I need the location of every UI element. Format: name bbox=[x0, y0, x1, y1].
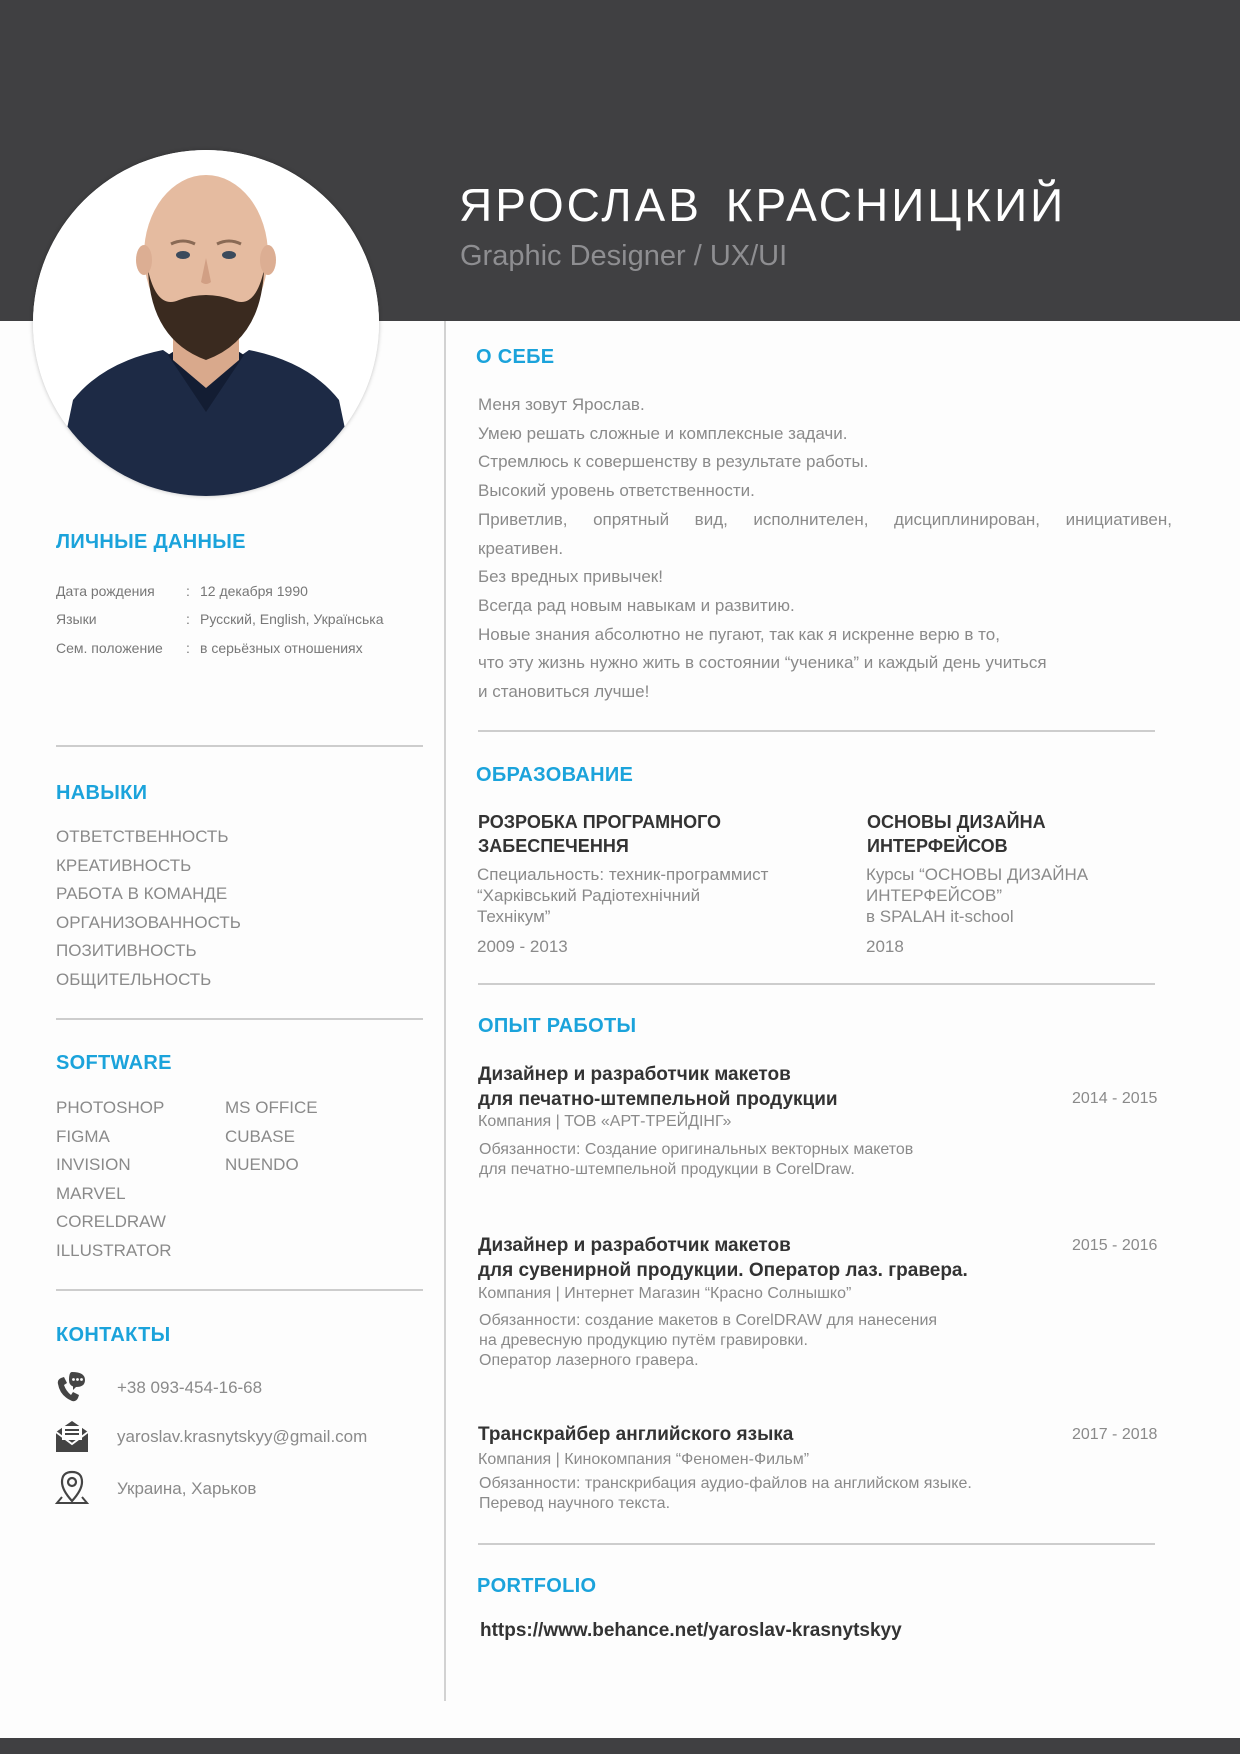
software-item: INVISION bbox=[56, 1155, 131, 1174]
job-title-line: Дизайнер и разработчик макетов bbox=[478, 1235, 791, 1256]
job-duties-line: для печатно-штемпельной продукции в CorelDraw. bbox=[479, 1161, 855, 1178]
education-section-title: ОБРАЗОВАНИЕ bbox=[476, 764, 634, 786]
education-title-line: РОЗРОБКА ПРОГРАМНОГО bbox=[478, 812, 722, 832]
about-section-title: О СЕБЕ bbox=[476, 346, 555, 368]
job-2-duties bbox=[479, 1311, 937, 1371]
software-item: PHOTOSHOP bbox=[56, 1098, 165, 1117]
section-divider bbox=[478, 730, 1155, 732]
skill-item: РАБОТА В КОМАНДЕ bbox=[56, 884, 228, 903]
software-item: FIGMA bbox=[56, 1127, 110, 1146]
contacts-section-title: КОНТАКТЫ bbox=[56, 1324, 171, 1346]
about-line: Высокий уровень ответственности. bbox=[478, 481, 755, 501]
job-1-years: 2014 - 2015 bbox=[1072, 1090, 1158, 1107]
personal-section-title: ЛИЧНЫЕ ДАННЫЕ bbox=[56, 531, 246, 553]
about-line: Новые знания абсолютно не пугают, так как я искренне верю в то, bbox=[478, 624, 1000, 644]
personal-label: Дата рождения bbox=[56, 583, 155, 599]
personal-row-languages bbox=[56, 611, 384, 627]
job-title-line: для сувенирной продукции. Оператор лаз. гравера. bbox=[478, 1260, 968, 1281]
footer-bar bbox=[0, 1738, 1240, 1754]
job-duties-line: Обязанности: создание макетов в CorelDRAW для нанесения bbox=[479, 1312, 938, 1329]
job-3-years: 2017 - 2018 bbox=[1072, 1426, 1158, 1443]
personal-separator: : bbox=[186, 640, 190, 656]
personal-separator: : bbox=[186, 611, 190, 627]
skill-item: КРЕАТИВНОСТЬ bbox=[56, 856, 192, 875]
job-2-title bbox=[478, 1233, 968, 1283]
education-detail-line: “Харківський Радіотехнічний bbox=[477, 886, 701, 905]
column-divider bbox=[444, 321, 446, 1701]
education-2-title bbox=[867, 810, 1046, 858]
location-icon bbox=[54, 1470, 90, 1506]
portfolio-section-title: PORTFOLIO bbox=[477, 1575, 597, 1597]
skill-item: ОТВЕТСТВЕННОСТЬ bbox=[56, 827, 229, 846]
contact-phone[interactable]: +38 093-454-16-68 bbox=[117, 1378, 263, 1397]
about-line: Всегда рад новым навыкам и развитию. bbox=[478, 595, 795, 615]
personal-label: Сем. положение bbox=[56, 640, 163, 656]
section-divider bbox=[56, 745, 423, 747]
about-line: Без вредных привычек! bbox=[478, 567, 663, 587]
section-divider bbox=[478, 1543, 1155, 1545]
education-title-line: ИНТЕРФЕЙСОВ bbox=[867, 836, 1008, 856]
job-duties-line: на древесную продукцию путём гравировки. bbox=[479, 1332, 808, 1349]
personal-value: в серьёзных отношениях bbox=[200, 640, 363, 656]
skills-section-title: НАВЫКИ bbox=[56, 782, 148, 804]
about-line: Приветлив, опрятный вид, исполнителен, дисциплинирован, инициативен, bbox=[478, 509, 1172, 529]
job-title-line: Транскрайбер английского языка bbox=[478, 1424, 794, 1445]
personal-label: Языки bbox=[56, 611, 97, 627]
job-1-duties bbox=[479, 1140, 913, 1180]
job-duties-line: Перевод научного текста. bbox=[479, 1495, 671, 1512]
personal-separator: : bbox=[186, 583, 190, 599]
job-duties-line: Оператор лазерного гравера. bbox=[479, 1352, 699, 1369]
skill-item: ПОЗИТИВНОСТЬ bbox=[56, 941, 197, 960]
skill-item: ОРГАНИЗОВАННОСТЬ bbox=[56, 913, 241, 932]
job-3-company: Компания | Кинокомпания “Феномен-Фильм” bbox=[478, 1451, 810, 1468]
education-1-details bbox=[477, 864, 768, 927]
education-title-line: ОСНОВЫ ДИЗАЙНА bbox=[867, 812, 1046, 832]
education-2-details bbox=[866, 864, 1088, 927]
about-text bbox=[478, 391, 1172, 707]
about-line: и становиться лучше! bbox=[478, 682, 650, 702]
about-line: Стремлюсь к совершенству в результате работы. bbox=[478, 452, 869, 472]
about-line: что эту жизнь нужно жить в состоянии “ученика” и каждый день учиться bbox=[478, 653, 1047, 673]
job-2-company: Компания | Интернет Магазин “Красно Солнышко” bbox=[478, 1285, 852, 1302]
portfolio-link[interactable]: https://www.behance.net/yaroslav-krasnytskyy bbox=[480, 1620, 902, 1641]
profile-photo bbox=[33, 150, 379, 496]
software-item: CUBASE bbox=[225, 1127, 295, 1146]
job-duties-line: Обязанности: Создание оригинальных векторных макетов bbox=[479, 1141, 914, 1158]
education-detail-line: ИНТЕРФЕЙСОВ” bbox=[866, 886, 1002, 905]
education-title-line: ЗАБЕСПЕЧЕННЯ bbox=[478, 836, 629, 856]
about-line: Умею решать сложные и комплексные задачи. bbox=[478, 423, 848, 443]
software-section-title: SOFTWARE bbox=[56, 1052, 172, 1074]
about-line: креативен. bbox=[478, 538, 564, 558]
phone-icon bbox=[54, 1370, 90, 1406]
software-item: NUENDO bbox=[225, 1155, 299, 1174]
section-divider bbox=[56, 1018, 423, 1020]
personal-value: 12 декабря 1990 bbox=[200, 583, 308, 599]
contact-location: Украина, Харьков bbox=[117, 1479, 257, 1498]
education-detail-line: Технікум” bbox=[477, 907, 551, 926]
personal-row-birthdate bbox=[56, 583, 308, 599]
job-title-line: Дизайнер и разработчик макетов bbox=[478, 1064, 791, 1085]
job-duties-line: Обязанности: транскрибация аудио-файлов на английском языке. bbox=[479, 1475, 972, 1492]
software-item: MS OFFICE bbox=[225, 1098, 318, 1117]
person-role: Graphic Designer / UX/UI bbox=[460, 240, 788, 272]
job-3-title bbox=[478, 1422, 793, 1447]
job-1-company: Компания | ТОВ «АРТ-ТРЕЙДІНГ» bbox=[478, 1113, 732, 1130]
education-detail-line: Курсы “ОСНОВЫ ДИЗАЙНА bbox=[866, 865, 1089, 884]
education-1-years: 2009 - 2013 bbox=[477, 937, 568, 956]
software-item: CORELDRAW bbox=[56, 1212, 166, 1231]
email-icon bbox=[54, 1418, 90, 1454]
about-line: Меня зовут Ярослав. bbox=[478, 395, 645, 414]
software-item: ILLUSTRATOR bbox=[56, 1241, 172, 1260]
personal-value: Русский, English, Українська bbox=[200, 611, 384, 627]
education-1-title bbox=[478, 810, 721, 858]
section-divider bbox=[478, 983, 1155, 985]
experience-section-title: ОПЫТ РАБОТЫ bbox=[478, 1015, 637, 1037]
job-2-years: 2015 - 2016 bbox=[1072, 1237, 1158, 1254]
education-detail-line: Специальность: техник-программист bbox=[477, 865, 769, 884]
education-2-years: 2018 bbox=[866, 937, 904, 956]
person-name: ЯРОСЛАВ КРАСНИЦКИЙ bbox=[459, 179, 1067, 231]
contact-email[interactable]: yaroslav.krasnytskyy@gmail.com bbox=[117, 1427, 368, 1446]
skill-item: ОБЩИТЕЛЬНОСТЬ bbox=[56, 970, 212, 989]
job-3-duties bbox=[479, 1474, 972, 1514]
section-divider bbox=[56, 1289, 423, 1291]
job-1-title bbox=[478, 1062, 838, 1112]
job-title-line: для печатно-штемпельной продукции bbox=[478, 1089, 838, 1110]
personal-row-marital bbox=[56, 640, 363, 656]
software-item: MARVEL bbox=[56, 1184, 126, 1203]
education-detail-line: в SPALAH it-school bbox=[866, 907, 1014, 926]
